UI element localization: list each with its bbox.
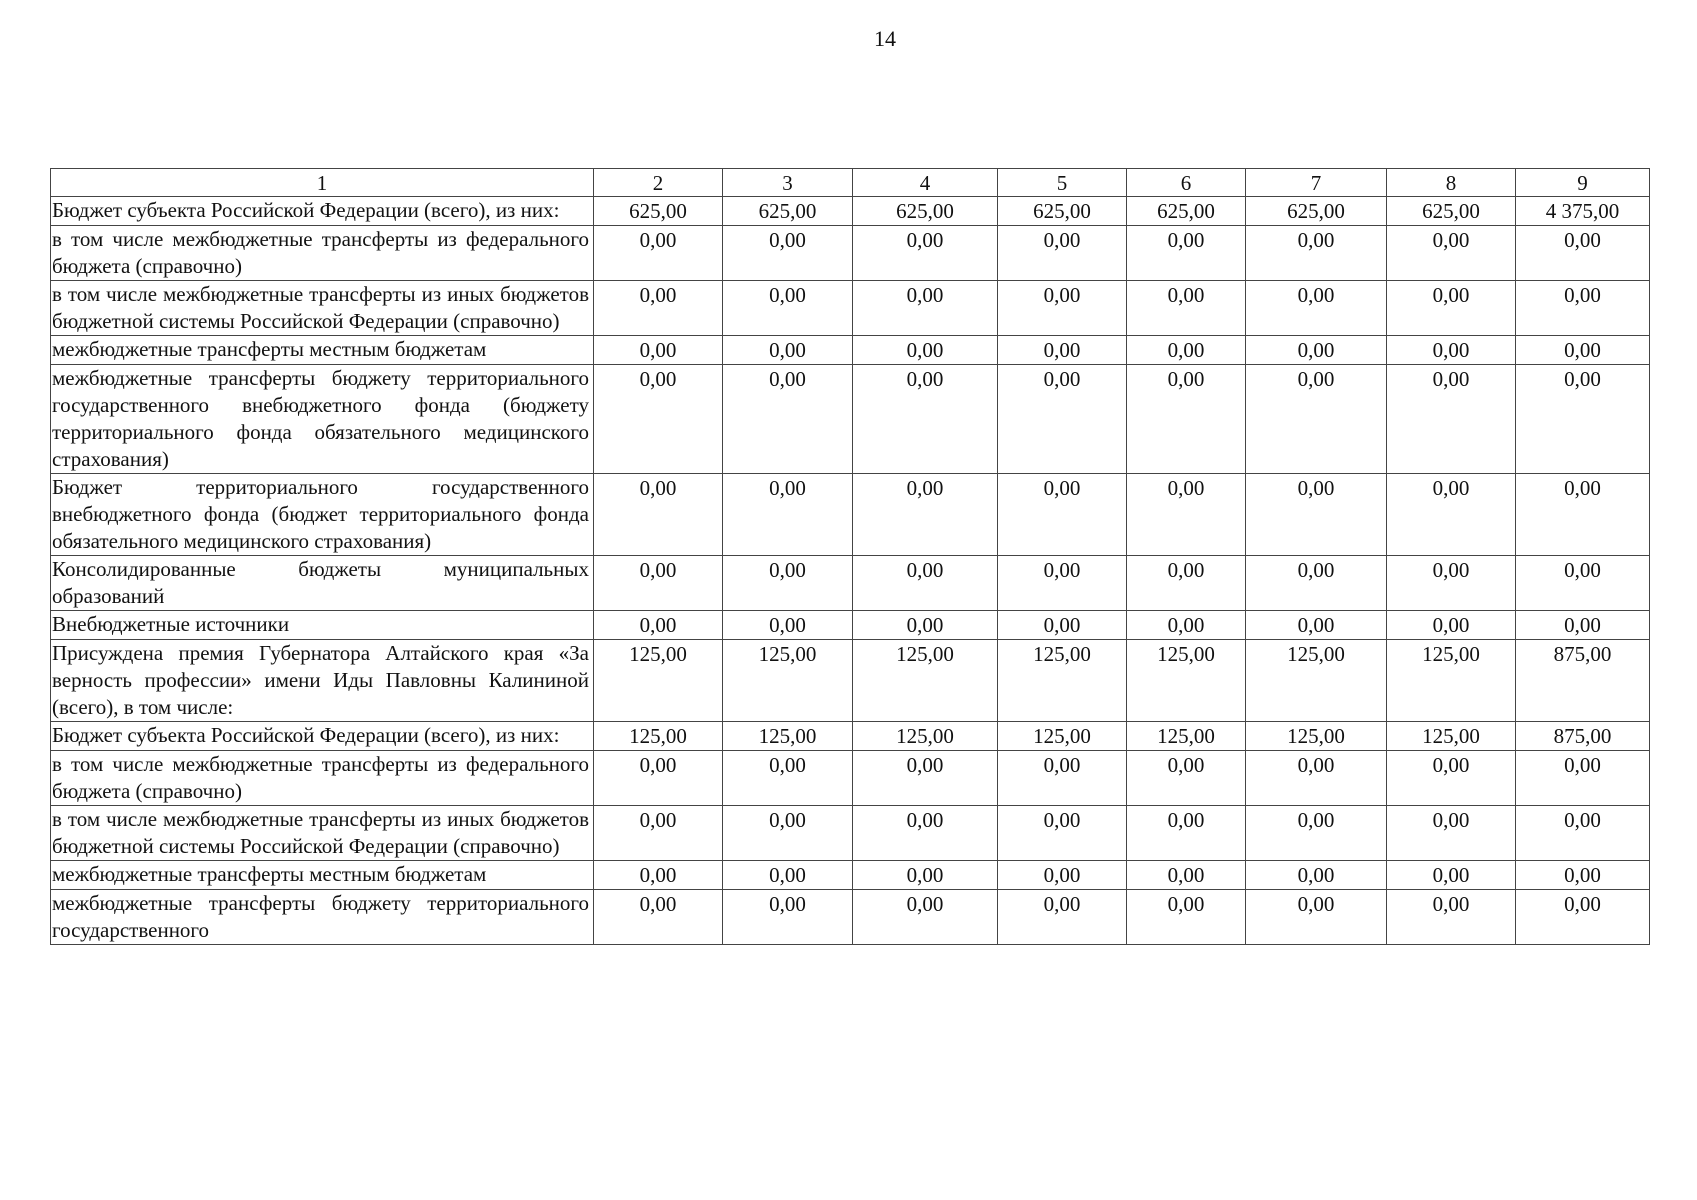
value-cell: 125,00	[1127, 640, 1246, 722]
value-cell: 0,00	[594, 281, 723, 336]
table-row	[51, 365, 1650, 474]
value-cell: 0,00	[998, 806, 1127, 861]
value-cell: 0,00	[853, 806, 998, 861]
value-cell: 0,00	[853, 365, 998, 474]
value-cell: 0,00	[594, 806, 723, 861]
value-cell: 0,00	[1127, 226, 1246, 281]
value-cell: 0,00	[1127, 890, 1246, 945]
value-cell: 0,00	[1246, 556, 1387, 611]
value-cell: 125,00	[1246, 640, 1387, 722]
header-cell: 7	[1246, 169, 1387, 197]
value-cell: 0,00	[1127, 474, 1246, 556]
value-cell: 0,00	[998, 336, 1127, 365]
value-cell: 0,00	[998, 751, 1127, 806]
row-label: Бюджет субъекта Российской Федерации (всего), из них:	[51, 197, 594, 226]
value-cell: 0,00	[1387, 365, 1516, 474]
row-label: в том числе межбюджетные трансферты из иных бюджетов бюджетной системы Российской Федерации (справочно)	[51, 806, 594, 861]
value-cell: 0,00	[1127, 336, 1246, 365]
value-cell: 0,00	[1387, 226, 1516, 281]
row-label: Внебюджетные источники	[51, 611, 594, 640]
value-cell: 0,00	[1127, 556, 1246, 611]
value-cell: 0,00	[998, 281, 1127, 336]
value-cell: 0,00	[723, 611, 853, 640]
value-cell: 125,00	[998, 640, 1127, 722]
row-label: в том числе межбюджетные трансферты из иных бюджетов бюджетной системы Российской Федерации (справочно)	[51, 281, 594, 336]
row-label: межбюджетные трансферты местным бюджетам	[51, 336, 594, 365]
value-cell: 0,00	[1516, 611, 1650, 640]
header-cell: 3	[723, 169, 853, 197]
row-label: Бюджет субъекта Российской Федерации (всего), из них:	[51, 722, 594, 751]
value-cell: 0,00	[594, 890, 723, 945]
value-cell: 0,00	[853, 861, 998, 890]
value-cell: 0,00	[1246, 611, 1387, 640]
table-row	[51, 722, 1650, 751]
value-cell: 0,00	[594, 861, 723, 890]
value-cell: 4 375,00	[1516, 197, 1650, 226]
value-cell: 0,00	[853, 556, 998, 611]
value-cell: 875,00	[1516, 722, 1650, 751]
value-cell: 625,00	[1246, 197, 1387, 226]
value-cell: 0,00	[594, 474, 723, 556]
value-cell: 0,00	[1246, 281, 1387, 336]
row-label: Консолидированные бюджеты муниципальных образований	[51, 556, 594, 611]
value-cell: 125,00	[1127, 722, 1246, 751]
value-cell: 0,00	[1127, 281, 1246, 336]
value-cell: 0,00	[1516, 890, 1650, 945]
value-cell: 0,00	[1127, 365, 1246, 474]
value-cell: 125,00	[1387, 640, 1516, 722]
value-cell: 125,00	[594, 640, 723, 722]
header-row	[51, 169, 1650, 197]
header-cell: 9	[1516, 169, 1650, 197]
table-row	[51, 640, 1650, 722]
row-label: Присуждена премия Губернатора Алтайского края «За верность профессии» имени Иды Павловны Калининой (всего), в том числе:	[51, 640, 594, 722]
value-cell: 0,00	[998, 474, 1127, 556]
value-cell: 0,00	[998, 556, 1127, 611]
value-cell: 0,00	[1387, 474, 1516, 556]
table-row	[51, 806, 1650, 861]
value-cell: 0,00	[723, 556, 853, 611]
value-cell: 125,00	[1387, 722, 1516, 751]
row-label: в том числе межбюджетные трансферты из федерального бюджета (справочно)	[51, 751, 594, 806]
row-label: межбюджетные трансферты бюджету территориального государственного	[51, 890, 594, 945]
value-cell: 0,00	[1516, 336, 1650, 365]
value-cell: 0,00	[1246, 474, 1387, 556]
value-cell: 0,00	[1246, 336, 1387, 365]
value-cell: 0,00	[853, 281, 998, 336]
header-cell: 5	[998, 169, 1127, 197]
value-cell: 0,00	[723, 806, 853, 861]
value-cell: 0,00	[998, 890, 1127, 945]
value-cell: 0,00	[1516, 226, 1650, 281]
value-cell: 0,00	[723, 365, 853, 474]
value-cell: 0,00	[1516, 751, 1650, 806]
value-cell: 875,00	[1516, 640, 1650, 722]
row-label: межбюджетные трансферты бюджету территориального государственного внебюджетного фонда (бюджету территориального фонда обязательного медицинского страхования)	[51, 365, 594, 474]
value-cell: 0,00	[723, 861, 853, 890]
table-row	[51, 861, 1650, 890]
value-cell: 0,00	[1516, 861, 1650, 890]
value-cell: 0,00	[1387, 751, 1516, 806]
value-cell: 0,00	[998, 611, 1127, 640]
value-cell: 0,00	[1246, 890, 1387, 945]
value-cell: 625,00	[1127, 197, 1246, 226]
table-row	[51, 226, 1650, 281]
value-cell: 0,00	[998, 226, 1127, 281]
table-row	[51, 474, 1650, 556]
value-cell: 0,00	[1127, 751, 1246, 806]
value-cell: 0,00	[594, 226, 723, 281]
header-cell: 8	[1387, 169, 1516, 197]
value-cell: 0,00	[1246, 806, 1387, 861]
value-cell: 0,00	[1246, 365, 1387, 474]
row-label: в том числе межбюджетные трансферты из федерального бюджета (справочно)	[51, 226, 594, 281]
value-cell: 0,00	[998, 365, 1127, 474]
value-cell: 0,00	[1516, 365, 1650, 474]
table-body	[51, 169, 1650, 945]
value-cell: 125,00	[853, 722, 998, 751]
table-row	[51, 751, 1650, 806]
table-row	[51, 281, 1650, 336]
value-cell: 0,00	[1387, 281, 1516, 336]
value-cell: 0,00	[1246, 226, 1387, 281]
table-row	[51, 890, 1650, 945]
header-cell: 1	[51, 169, 594, 197]
value-cell: 0,00	[853, 336, 998, 365]
value-cell: 0,00	[1387, 806, 1516, 861]
value-cell: 0,00	[853, 890, 998, 945]
value-cell: 0,00	[723, 336, 853, 365]
value-cell: 0,00	[1387, 861, 1516, 890]
table-row	[51, 556, 1650, 611]
table-row	[51, 336, 1650, 365]
value-cell: 0,00	[1387, 336, 1516, 365]
value-cell: 625,00	[1387, 197, 1516, 226]
table-row	[51, 197, 1650, 226]
value-cell: 0,00	[723, 890, 853, 945]
value-cell: 0,00	[723, 226, 853, 281]
value-cell: 0,00	[723, 474, 853, 556]
value-cell: 125,00	[998, 722, 1127, 751]
value-cell: 0,00	[853, 474, 998, 556]
value-cell: 625,00	[998, 197, 1127, 226]
value-cell: 125,00	[853, 640, 998, 722]
value-cell: 125,00	[594, 722, 723, 751]
value-cell: 0,00	[1387, 611, 1516, 640]
value-cell: 0,00	[723, 751, 853, 806]
budget-table	[50, 168, 1650, 945]
value-cell: 0,00	[1516, 474, 1650, 556]
value-cell: 0,00	[594, 556, 723, 611]
row-label: межбюджетные трансферты местным бюджетам	[51, 861, 594, 890]
value-cell: 625,00	[594, 197, 723, 226]
value-cell: 0,00	[853, 611, 998, 640]
value-cell: 0,00	[594, 336, 723, 365]
value-cell: 0,00	[1387, 890, 1516, 945]
row-label: Бюджет территориального государственного внебюджетного фонда (бюджет территориального фонда обязательного медицинского страхования)	[51, 474, 594, 556]
header-cell: 2	[594, 169, 723, 197]
value-cell: 125,00	[1246, 722, 1387, 751]
value-cell: 125,00	[723, 640, 853, 722]
value-cell: 0,00	[998, 861, 1127, 890]
value-cell: 0,00	[1516, 806, 1650, 861]
header-cell: 6	[1127, 169, 1246, 197]
value-cell: 0,00	[1127, 806, 1246, 861]
value-cell: 125,00	[723, 722, 853, 751]
value-cell: 0,00	[1246, 861, 1387, 890]
value-cell: 625,00	[853, 197, 998, 226]
value-cell: 0,00	[1516, 556, 1650, 611]
table-row	[51, 611, 1650, 640]
value-cell: 0,00	[1127, 611, 1246, 640]
value-cell: 0,00	[1516, 281, 1650, 336]
value-cell: 625,00	[723, 197, 853, 226]
value-cell: 0,00	[594, 365, 723, 474]
value-cell: 0,00	[1246, 751, 1387, 806]
value-cell: 0,00	[853, 751, 998, 806]
page-number: 14	[874, 26, 896, 51]
value-cell: 0,00	[1387, 556, 1516, 611]
header-cell: 4	[853, 169, 998, 197]
value-cell: 0,00	[594, 611, 723, 640]
value-cell: 0,00	[853, 226, 998, 281]
value-cell: 0,00	[1127, 861, 1246, 890]
value-cell: 0,00	[594, 751, 723, 806]
value-cell: 0,00	[723, 281, 853, 336]
